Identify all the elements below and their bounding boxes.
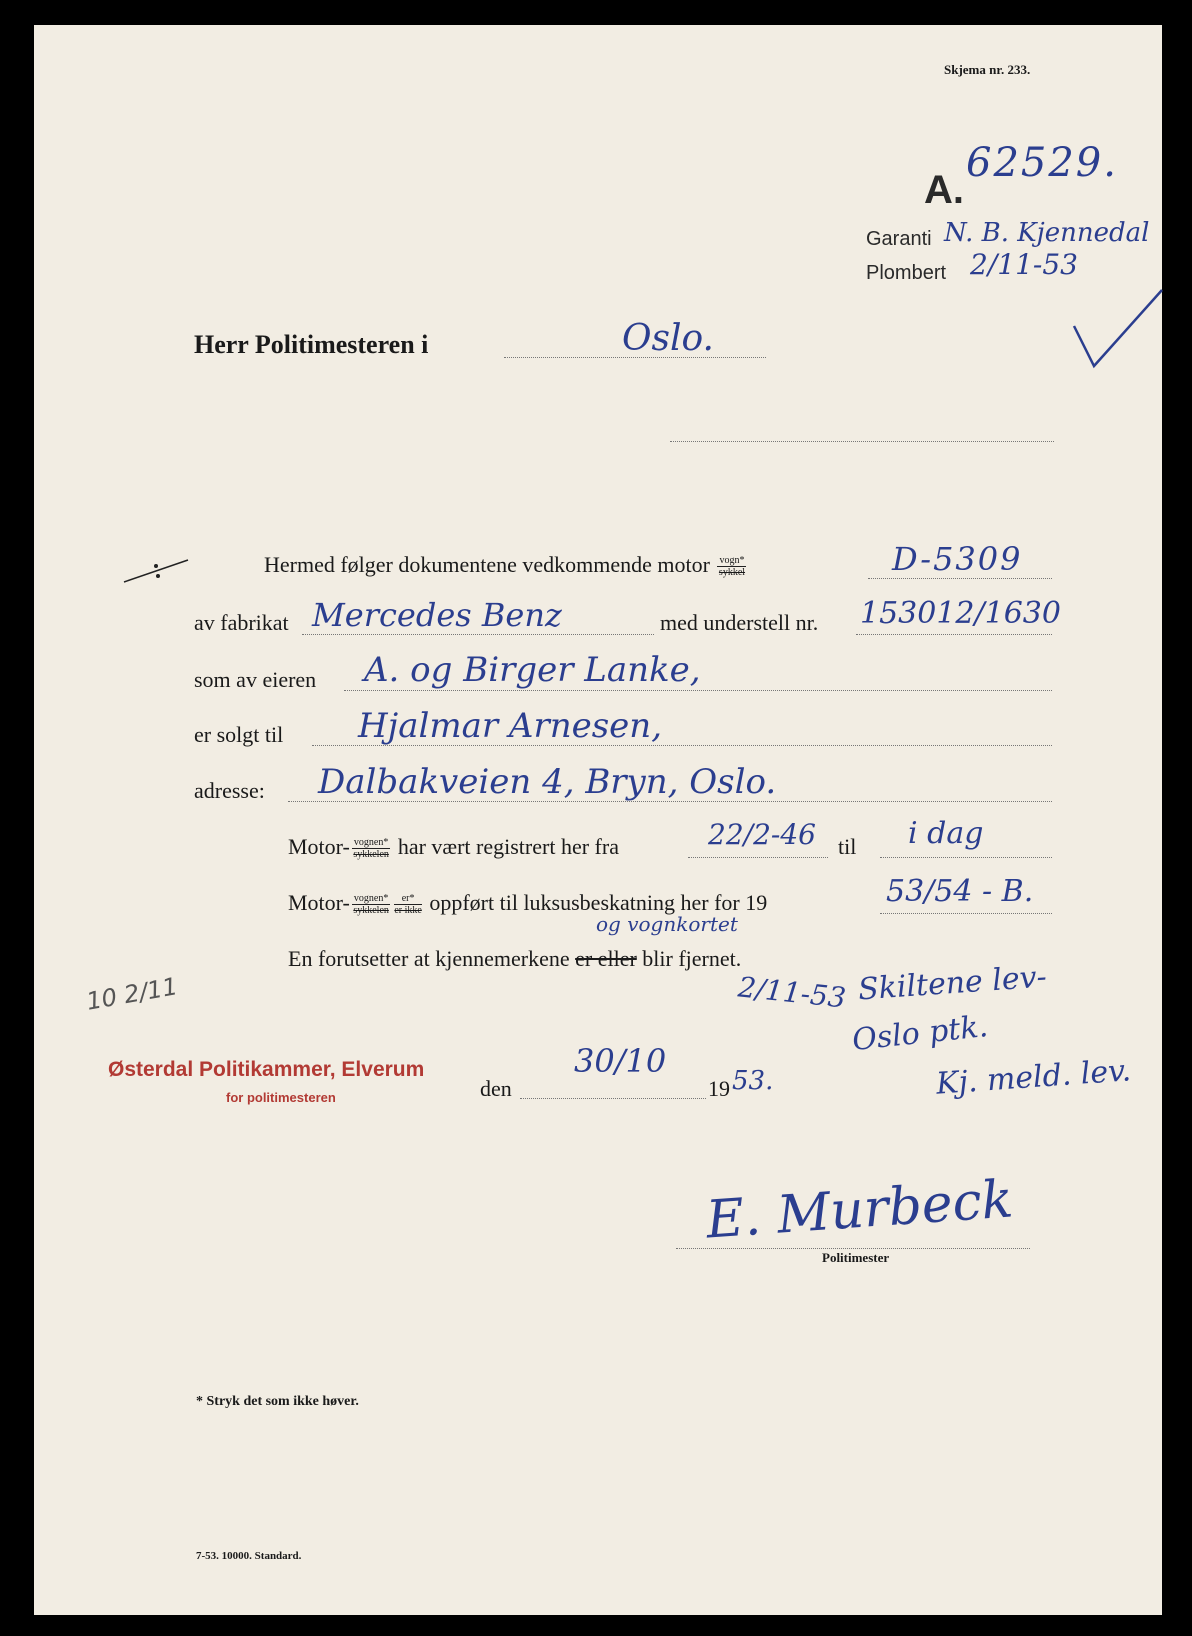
vognen-option-2: vognen* — [353, 893, 389, 905]
fabrikat-label: av fabrikat — [194, 610, 289, 635]
plates-text-2: blir fjernet. — [642, 946, 742, 971]
reg-to-dotline — [880, 857, 1052, 858]
plates-text-1: En forutsetter at kjennemerkene — [288, 946, 570, 971]
checkmark-icon — [1070, 286, 1170, 376]
plates-strike: er eller — [575, 946, 637, 971]
understell-label: med understell nr. — [660, 610, 819, 635]
date-year-prefix: 19 — [708, 1076, 730, 1101]
handnote-line-3: Kj. meld. lev. — [935, 1053, 1133, 1102]
date-day-dotline — [520, 1098, 706, 1099]
margin-pencil-note: 10 2/11 — [84, 972, 180, 1016]
addressee-city: Oslo. — [622, 318, 714, 359]
luxury-prefix: Motor- — [288, 890, 350, 915]
er-ikke-option: er ikke — [394, 905, 422, 917]
luxury-text: oppført til luksusbeskatning her for 19 — [429, 890, 768, 915]
vognen-sykkelen-choice — [352, 837, 390, 860]
eier-dotline — [344, 690, 1052, 691]
reg-til-label: til — [838, 834, 857, 859]
handnote-line-1: Skiltene lev- — [857, 959, 1048, 1008]
luxury-dotline — [880, 913, 1052, 914]
place-stamp-line-2: for politimesteren — [226, 1090, 336, 1105]
stamp-number: 62529. — [966, 140, 1118, 186]
form-number: Skjema nr. 233. — [944, 62, 1031, 77]
reg-no-value: D-5309 — [892, 540, 1023, 578]
adresse-label: adresse: — [194, 778, 265, 803]
addressee-label: Herr Politimesteren i — [194, 330, 429, 359]
plates-line — [288, 946, 741, 972]
footnote: * Stryk det som ikke høver. — [196, 1394, 359, 1409]
reg-from-value: 22/2-46 — [708, 818, 816, 851]
garanti-value: N. B. Kjennedal — [944, 218, 1150, 248]
printer-mark: 7-53. 10000. Standard. — [196, 1550, 302, 1562]
solgt-label: er solgt til — [194, 722, 284, 747]
plombert-label: Plombert — [866, 262, 947, 284]
place-stamp-line-1: Østerdal Politikammer, Elverum — [108, 1058, 425, 1081]
documents-line — [264, 552, 748, 578]
registered-line — [288, 834, 619, 860]
registered-text: har vært registrert her fra — [397, 834, 619, 859]
vogn-option: vogn* — [719, 555, 745, 567]
signature-name: E. Murbeck — [704, 1169, 1016, 1251]
solgt-value: Hjalmar Arnesen, — [358, 706, 663, 746]
sykkel-option: sykkel — [718, 567, 746, 579]
registered-prefix: Motor- — [288, 834, 350, 859]
eier-value: A. og Birger Lanke, — [364, 650, 701, 690]
stamp-prefix: A. — [924, 168, 964, 212]
er-erikke-choice — [394, 893, 422, 916]
date-den-label: den — [480, 1076, 512, 1101]
vognen-option: vognen* — [353, 837, 389, 849]
er-option: er* — [394, 893, 422, 905]
adresse-value: Dalbakveien 4, Bryn, Oslo. — [318, 762, 777, 802]
reg-from-dotline — [688, 857, 828, 858]
plates-insert: og vognkortet — [596, 912, 738, 936]
garanti-label: Garanti — [866, 228, 932, 250]
understell-value: 153012/1630 — [860, 596, 1061, 631]
margin-mark-icon — [122, 556, 192, 586]
understell-dotline — [856, 634, 1052, 635]
fabrikat-dotline — [302, 634, 654, 635]
reg-to-value: i dag — [908, 816, 984, 851]
eier-label: som av eieren — [194, 667, 317, 692]
luxury-value: 53/54 - B. — [886, 874, 1034, 909]
handnote-line-2: Oslo ptk. — [850, 1008, 990, 1059]
vognen-sykkelen-choice-2 — [352, 893, 390, 916]
plombert-value: 2/11-53 — [970, 248, 1078, 281]
vogn-sykkel-choice — [717, 555, 746, 578]
date-year-suffix: 53. — [732, 1066, 774, 1096]
documents-text: Hermed følger dokumentene vedkommende motor — [264, 552, 710, 577]
date-day-value: 30/10 — [574, 1042, 667, 1080]
addressee-dotline-2 — [670, 441, 1054, 442]
sykkelen-option-2: sykkelen — [353, 905, 389, 917]
signature-title: Politimester — [822, 1250, 890, 1265]
sykkelen-option: sykkelen — [353, 849, 389, 861]
handnote-date: 2/11-53 — [736, 970, 848, 1015]
fabrikat-value: Mercedes Benz — [312, 596, 562, 634]
reg-no-dotline — [868, 578, 1052, 579]
